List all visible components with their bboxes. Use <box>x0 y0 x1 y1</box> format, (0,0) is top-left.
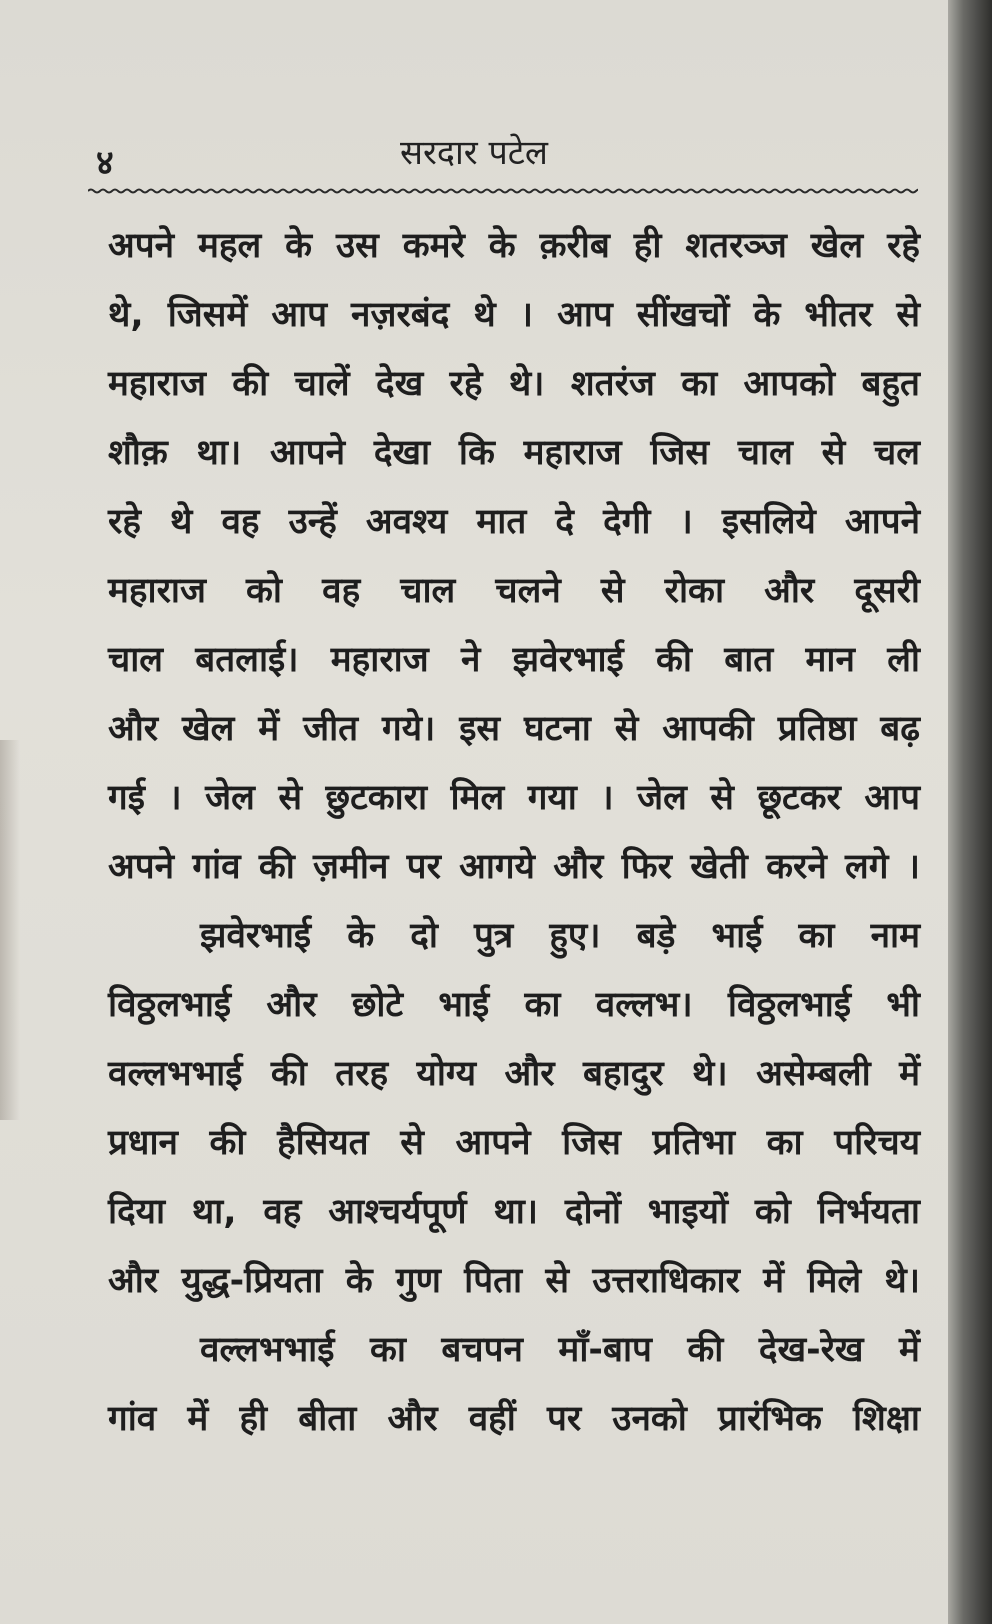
running-title: सरदार पटेल <box>400 133 548 173</box>
text-line: गई । जेल से छुटकारा मिल गया । जेल से छूटकर आप <box>108 778 920 818</box>
text-line: अपने गांव की ज़मीन पर आगये और फिर खेती करने लगे । <box>108 847 920 887</box>
text-line: वल्लभभाई का बचपन माँ-बाप की देख-रेख में <box>200 1330 920 1370</box>
page-number: ४ <box>96 143 114 183</box>
text-line: और खेल में जीत गये। इस घटना से आपकी प्रतिष्ठा बढ़ <box>108 709 920 749</box>
text-line: शौक़ था। आपने देखा कि महाराज जिस चाल से चल <box>108 433 920 473</box>
binding-shadow <box>0 740 20 1120</box>
text-line: विठ्ठलभाई और छोटे भाई का वल्लभ। विठ्ठलभाई भी <box>108 985 920 1025</box>
text-line: झवेरभाई के दो पुत्र हुए। बड़े भाई का नाम <box>200 916 920 956</box>
text-line: और युद्ध-प्रियता के गुण पिता से उत्तराधिकार में मिले थे। <box>108 1261 920 1301</box>
body-text <box>108 212 920 1454</box>
text-line: चाल बतलाई। महाराज ने झवेरभाई की बात मान ली <box>108 640 920 680</box>
text-line: दिया था, वह आश्चर्यपूर्ण था। दोनों भाइयों को निर्भयता <box>108 1192 920 1232</box>
text-line: रहे थे वह उन्हें अवश्य मात दे देगी । इसलिये आपने <box>108 502 920 542</box>
text-line: गांव में ही बीता और वहीं पर उनको प्रारंभिक शिक्षा <box>108 1399 920 1439</box>
wavy-divider <box>88 182 918 200</box>
text-line: महाराज की चालें देख रहे थे। शतरंज का आपको बहुत <box>108 364 920 404</box>
text-line: वल्लभभाई की तरह योग्य और बहादुर थे। असेम्बली में <box>108 1054 920 1094</box>
text-line: थे, जिसमें आप नज़रबंद थे । आप सींखचों के भीतर से <box>108 295 920 335</box>
page-edge-shadow <box>948 0 992 1624</box>
text-line: प्रधान की हैसियत से आपने जिस प्रतिभा का परिचय <box>108 1123 920 1163</box>
text-line: अपने महल के उस कमरे के क़रीब ही शतरञ्ज खेल रहे <box>108 226 920 266</box>
text-line: महाराज को वह चाल चलने से रोका और दूसरी <box>108 571 920 611</box>
